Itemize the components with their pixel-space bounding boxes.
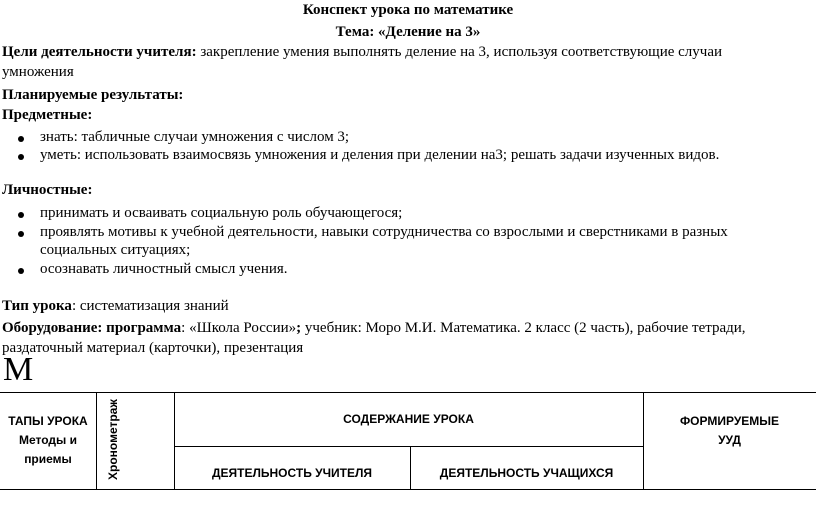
teacher-goals-line [2,44,722,61]
bullet-icon [18,154,24,160]
teacher-activity-header: ДЕЯТЕЛЬНОСТЬ УЧИТЕЛЯ [211,466,373,480]
stages-header: ТАПЫ УРОКА Методы и приемы [8,414,88,466]
table-col-divider [96,392,97,489]
personal-results-heading: Личностные: [2,182,93,198]
table-subheader-divider [174,446,643,447]
lesson-type-label: Тип урока [2,298,72,314]
equipment-program: : «Школа России» [181,320,297,336]
document-title: Конспект урока по математике [302,2,514,18]
equipment-continuation: раздаточный материал (карточки), презентация [2,340,304,356]
bullet-icon [18,136,24,142]
uud-header: ФОРМИРУЕМЫЕ УУД [679,414,780,447]
planned-results-heading: Планируемые результаты: [2,87,184,103]
teacher-goals-text: закрепление умения выполнять деление на 3, используя соответствующие случаи [196,44,723,60]
stray-letter: М [3,351,34,388]
timing-header: Хронометраж [106,399,120,480]
table-header-bottom [0,489,816,490]
teacher-goals-continuation: умножения [2,64,74,80]
content-header: СОДЕРЖАНИЕ УРОКА [343,412,474,426]
student-activity-header: ДЕЯТЕЛЬНОСТЬ УЧАЩИХСЯ [439,466,614,480]
table-border-top [0,392,816,393]
lesson-type-line [2,298,229,315]
subject-results-heading: Предметные: [2,107,93,123]
lesson-topic: Тема: «Деление на 3» [335,24,481,40]
lesson-type-text: : систематизация знаний [71,298,229,314]
equipment-label: Оборудование: программа [2,320,182,336]
document-page: Конспект урока по математике Тема: «Деление на 3» Цели деятельности учителя: закрепление умения выполнять деление на 3, используя соответствующие случаи умножения Планируемые результаты: Предметные: знать: табличные случаи умножения с числом 3; уметь: использовать взаимосвязь умножения и деления при делении на3; решать задачи изученных видов. Личностные: принимать и осваивать социальную роль обучающегося; проявлять мотивы к учебной деятельности, навыки сотрудничества со взрослыми и сверстниками в разных социальных ситуациях; осознавать личностный смысл учения. Тип урока: систематизация знаний Оборудование: программа: «Школа России»; учебник: Моро М.И. Математика. 2 класс (2 часть), рабочие тетради, раздаточный материал (карточки), презентация М ТАПЫ УРОКА Методы и приемы Хронометраж СОДЕРЖАНИЕ УРОКА ДЕЯТЕЛЬНОСТЬ УЧИТЕЛЯ ДЕЯТЕЛЬНОСТЬ УЧАЩИХСЯ ФОРМИРУЕМЫЕ УУД [0,0,816,518]
teacher-goals-label: Цели деятельности учителя: [2,44,197,60]
bullet-icon [18,231,24,237]
bullet-icon [18,268,24,274]
bullet-icon [18,212,24,218]
equipment-line: Оборудование: программа: «Школа России»; учебник: Моро М.И. Математика. 2 класс (2 часть), рабочие тетради, [2,320,746,336]
equipment-text: учебник: Моро М.И. Математика. 2 класс (2 часть), рабочие тетради, [301,320,746,336]
